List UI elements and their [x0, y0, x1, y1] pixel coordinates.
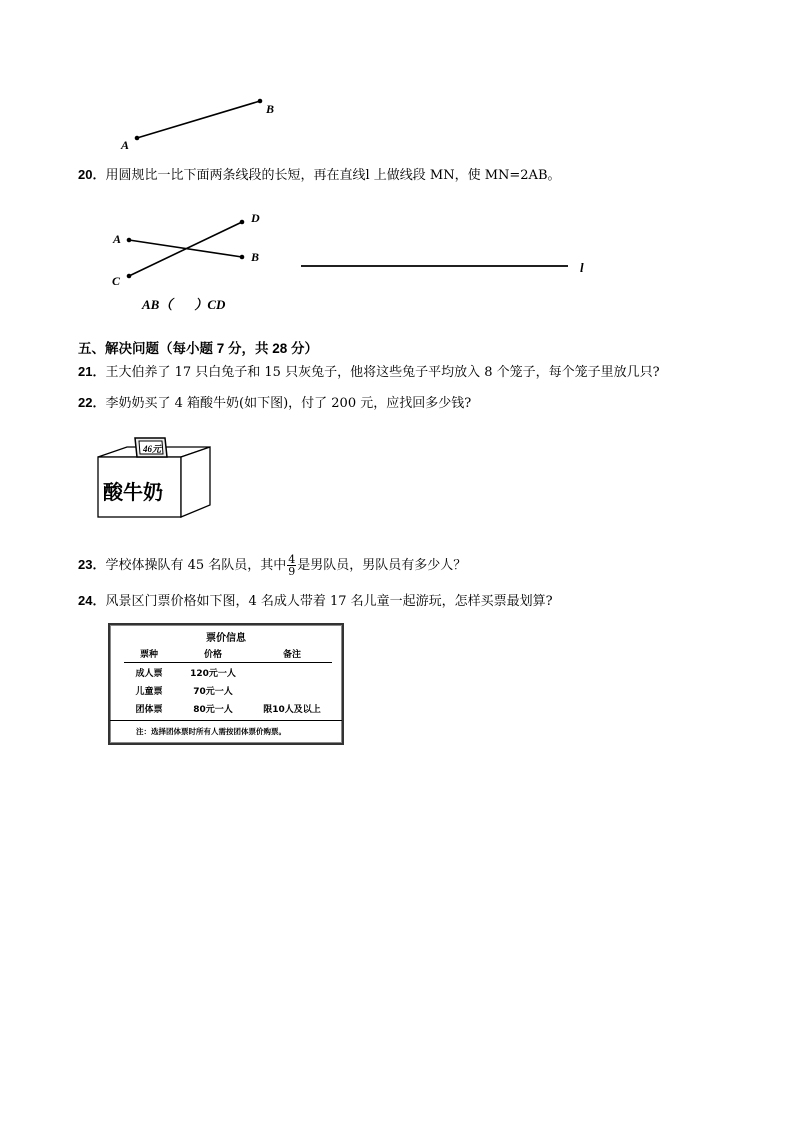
table-header-row [124, 644, 332, 663]
table-row [124, 699, 332, 717]
point-b-label: B [251, 250, 260, 264]
point-c-dot [127, 274, 132, 279]
compare-left: AB（ [142, 297, 173, 312]
fraction-numerator: 4 [288, 553, 296, 566]
question-number: 20． [78, 167, 106, 182]
header-cell: 价格 [203, 649, 222, 660]
table-row [124, 681, 332, 699]
question-20 [78, 166, 561, 185]
point-c-label: C [112, 274, 121, 288]
line-l-figure [298, 256, 598, 278]
question-text-after: 是男队员，男队员有多少人？ [297, 558, 467, 573]
box-label: 酸牛奶 [103, 480, 163, 504]
segment-cd [129, 222, 242, 276]
question-number: 22． [78, 395, 106, 410]
yogurt-box-image [95, 435, 220, 525]
table-cell [252, 663, 332, 682]
table-cell: 成人票 [135, 668, 163, 679]
segment-ab-figure [110, 95, 290, 155]
table-divider [110, 720, 342, 721]
section-title: 五、解决问题（每小题 7 分，共 28 分） [78, 341, 319, 356]
table-cell: 70元一人 [193, 686, 233, 697]
question-23 [78, 553, 466, 578]
line-l-label: l [580, 260, 584, 275]
question-21 [78, 363, 660, 382]
ticket-price-table [124, 644, 332, 717]
table-row [124, 663, 332, 682]
point-d-label: D [251, 211, 260, 225]
fraction-denominator: 9 [288, 565, 296, 578]
table-cell: 限10人及以上 [263, 704, 321, 715]
point-b-dot [240, 255, 245, 260]
table-cell: 儿童票 [135, 686, 163, 697]
table-cell: 120元一人 [190, 668, 236, 679]
fraction [287, 554, 296, 577]
question-number: 23． [78, 557, 106, 572]
table-cell [252, 681, 332, 699]
header-cell: 备注 [282, 649, 301, 660]
question-number: 21． [78, 364, 106, 379]
question-text: 王大伯养了 17 只白兔子和 15 只灰兔子，他将这些兔子平均放入 8 个笼子，每个笼子里放几只? [105, 365, 660, 380]
question-24 [78, 592, 553, 611]
point-b-label: B [266, 102, 275, 116]
segment-ab [137, 101, 260, 138]
table-cell: 80元一人 [193, 704, 233, 715]
question-text: 用圆规比一比下面两条线段的长短，再在直线l 上做线段 MN，使 MN=2AB。 [105, 168, 561, 183]
table-cell: 团体票 [135, 704, 163, 715]
table-note: 注：选择团体票时所有人需按团体票价购票。 [136, 727, 286, 736]
compare-right: ）CD [194, 297, 226, 312]
compare-blank [142, 294, 225, 313]
point-a-label: A [121, 138, 130, 152]
ticket-price-table-image [108, 623, 344, 745]
header-cell: 票种 [139, 649, 158, 660]
question-number: 24． [78, 593, 106, 608]
point-a-dot [127, 238, 132, 243]
question-22 [78, 394, 471, 413]
price-tag-label: 46元 [143, 444, 162, 454]
point-a-label: A [113, 232, 122, 246]
question-text: 风景区门票价格如下图，4 名成人带着 17 名儿童一起游玩，怎样买票最划算? [105, 594, 553, 609]
point-b-dot [258, 99, 263, 104]
table-title: 票价信息 [206, 633, 246, 644]
question-text: 李奶奶买了 4 箱酸牛奶(如下图)，付了 200 元，应找回多少钱? [105, 396, 472, 411]
point-d-dot [240, 220, 245, 225]
question-text-before: 学校体操队有 45 名队员，其中 [105, 558, 287, 573]
point-a-dot [135, 136, 140, 141]
